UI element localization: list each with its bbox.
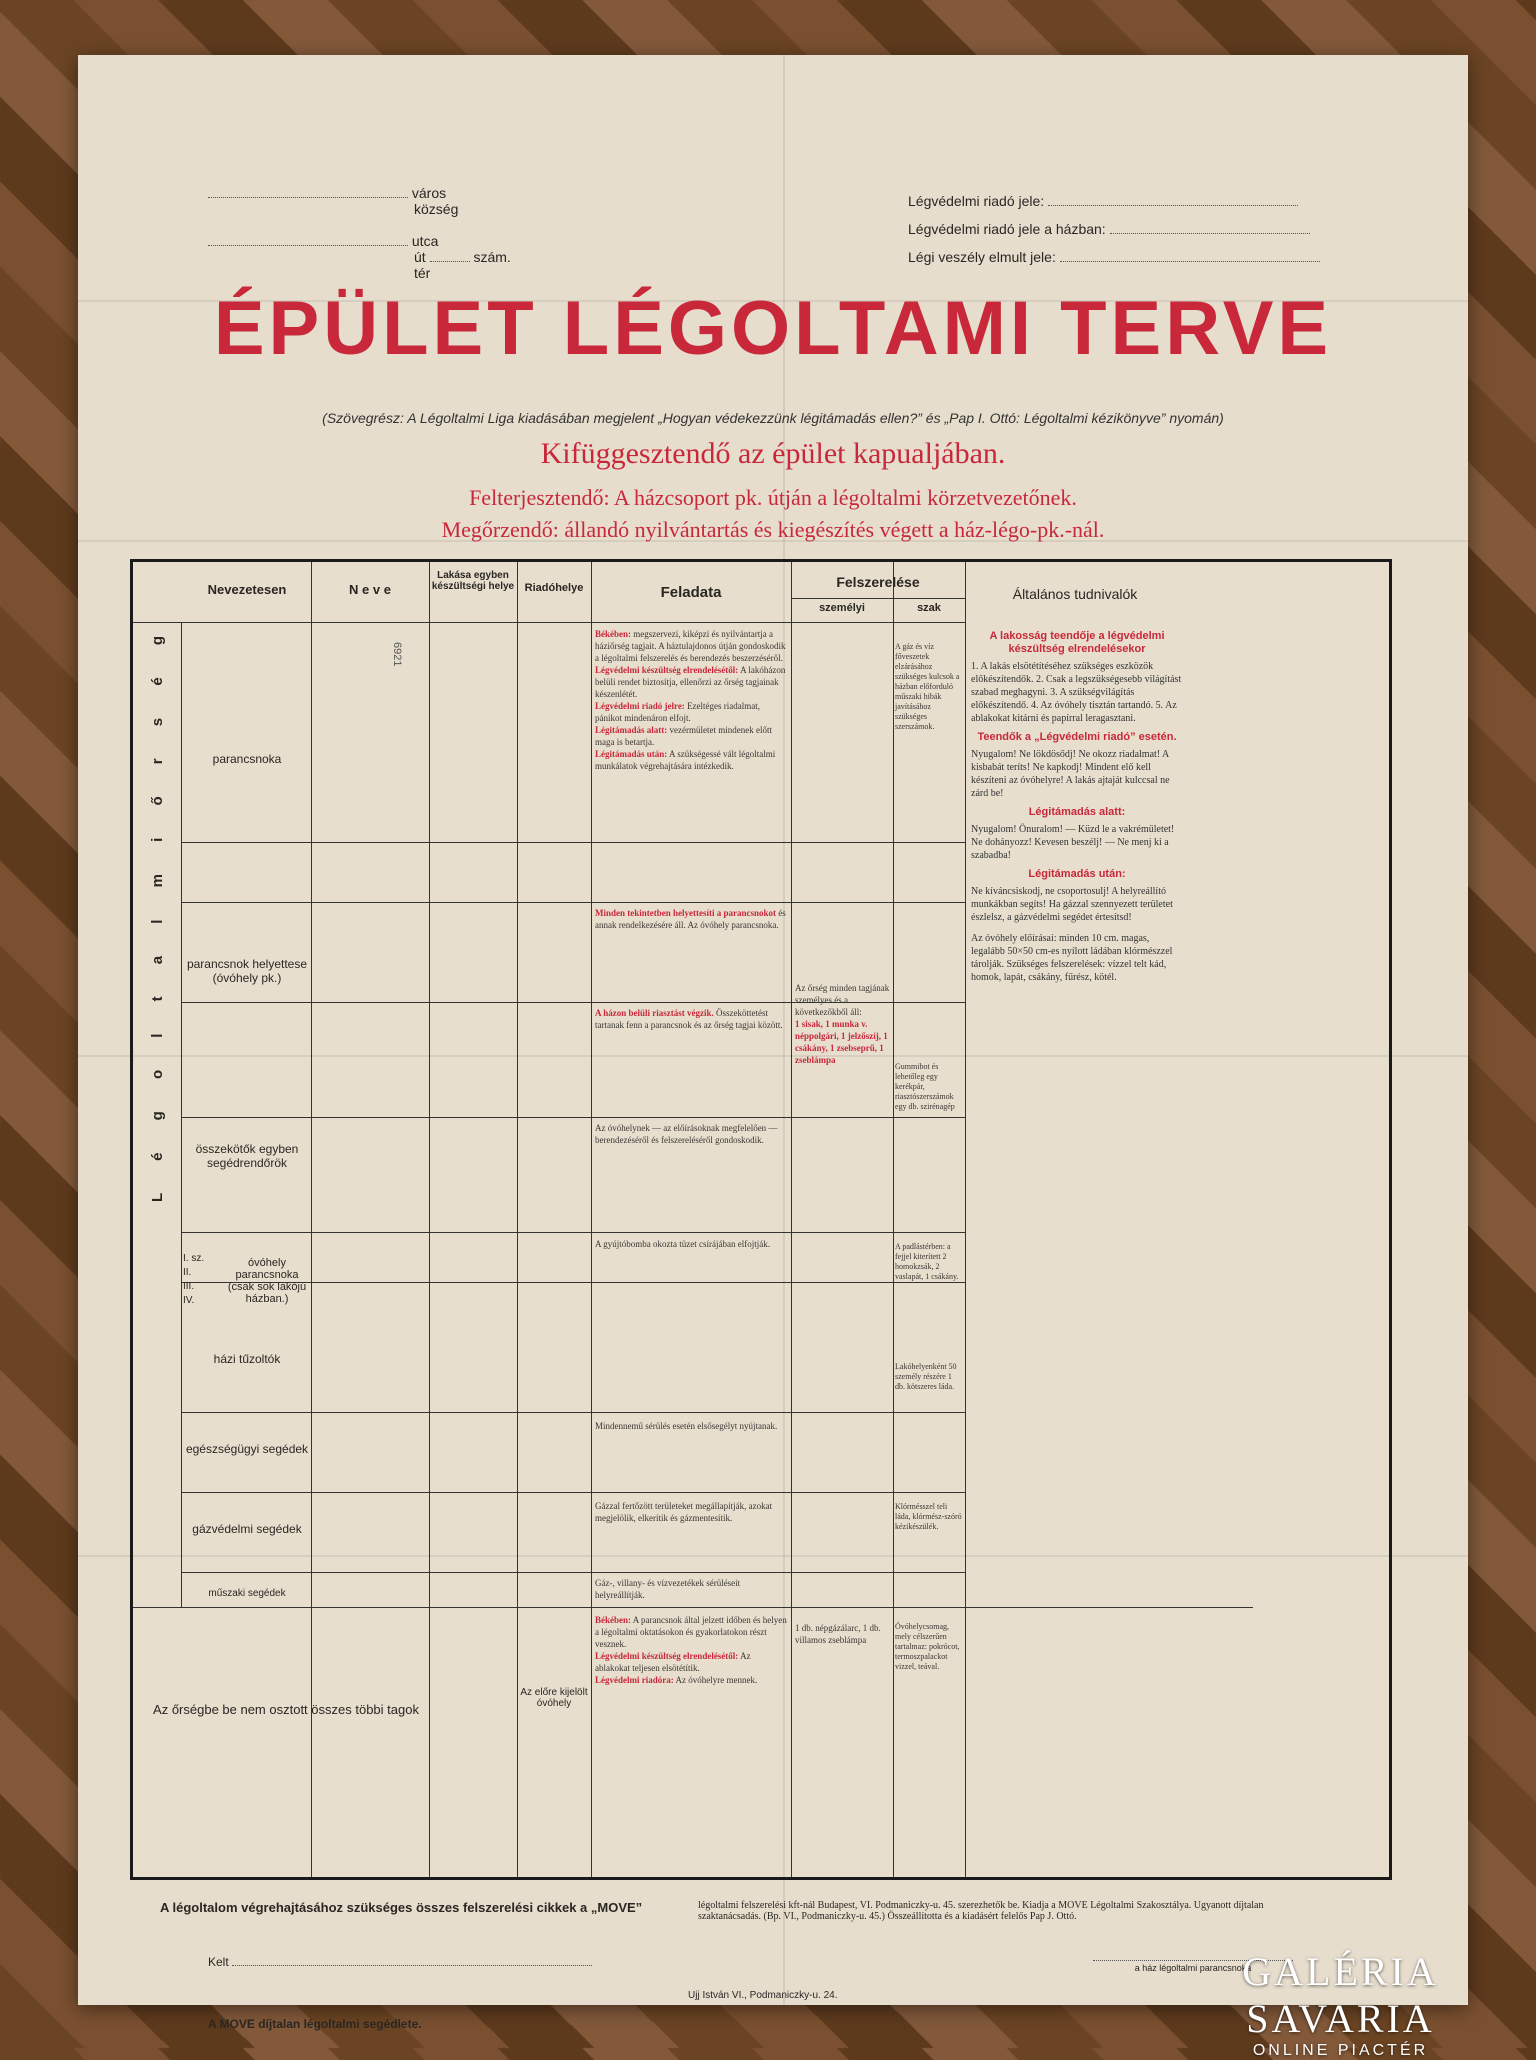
danger-over-field: Légi veszély elmult jele:: [908, 249, 1320, 265]
alarm-signal-house-field: Légvédelmi riadó jele a házban:: [908, 221, 1310, 237]
task-helyettes: Minden tekintetben helyettesíti a parancsnokot és annak rendelkezésére áll. Az óvóhely parancsnoka.: [595, 908, 786, 930]
subtitle-source: (Szövegrész: A Légoltalmi Liga kiadásában megjelent „Hogyan védekezzünk légitámadás ellen?” és „Pap I. Ottó: Légoltalmi kézikönyve” nyomán): [322, 410, 1224, 426]
subtitle-submit: Felterjesztendő: A házcsoport pk. útján a légoltalmi körzetvezetőnek.: [469, 485, 1077, 510]
subtitle-keep: Megőrzendő: állandó nyilvántartás és kiegészítés végett a ház-légo-pk.-nál.: [441, 517, 1105, 542]
stamp-number: 6921: [391, 642, 403, 667]
plan-table: [130, 559, 1392, 1880]
subtitle-display: Kifüggesztendő az épület kapualjában.: [540, 437, 1006, 470]
equip-szak-1: A gáz és víz főveszetek elzárásához szükséges kulcsok a házban előforduló műszaki hibák javításához szükséges szerszámok.: [895, 642, 960, 731]
move-address: légoltalmi felszerelési kft-nál Budapest, VI. Podmaniczky-u. 45. szerezhetők be. Kiadja a MOVE Légoltalmi Szakosztálya. Ugyanott díjtalan szaktanácsadás. (Bp. VI., Podmaniczky-u. 45.) Összeállította és a kiadásért felelős Pap J. Ottó.: [698, 1900, 1264, 1922]
kelt-field: Kelt: [208, 1955, 592, 1969]
role-ovohely: óvóhely parancsnoka (csak sok lakójú házban.): [227, 1257, 307, 1305]
city-field: város község: [208, 185, 458, 217]
poster: [78, 55, 1468, 2031]
task-osszekotok: A házon belüli riasztást végzik. Összeköttetést tartanak fenn a parancsnok és az őrség tagjai között.: [595, 1008, 783, 1030]
equip-szak-4: Lakóhelyenként 50 személy részére 1 db. kötszeres láda.: [895, 1362, 957, 1391]
watermark: GALÉRIA SAVARIA ONLINE PIACTÉR: [1242, 1949, 1439, 2059]
role-helyettes: parancsnok helyettese (óvóhely pk.): [186, 957, 308, 985]
street-field: utca út szám. tér: [208, 233, 511, 281]
equip-szak-5: Klórmésszel teli láda, klórmész-szóró kézikészülék.: [895, 1502, 962, 1531]
col-header-altalanos: Általános tudnivalók: [1012, 586, 1138, 602]
col-header-riadohelye: Riadóhelye: [524, 582, 584, 594]
printer-line: Ujj István VI., Podmaniczky-u. 24.: [688, 1990, 838, 2001]
role-muszaki: műszaki segédek: [208, 1588, 286, 1599]
task-muszaki: Gáz-, villany- és vízvezetékek sérüléseit helyreállítják.: [595, 1578, 741, 1600]
roman-numerals: I. sz. II. III. IV.: [183, 1253, 205, 1306]
equip-szak-6: Óvóhelycsomag, mely célszerűen tartalmaz: pokrócot, termoszpalackot vizzel, teával.: [895, 1622, 960, 1671]
poster-title: ÉPÜLET LÉGOLTAMI TERVE: [213, 286, 1333, 371]
role-elore: Az előre kijelölt óvóhely: [520, 1687, 588, 1709]
alarm-signal-field: Légvédelmi riadó jele:: [908, 193, 1298, 209]
col-header-szak: szak: [917, 602, 941, 614]
general-info: A lakosság teendője a légvédelmi készültség elrendelésekor 1. A lakás elsötétítéséhez szükséges eszközök előkészítendők. 2. Csak a legszükségesebb világítást szabad meghagyni. 3. A szükségvilágítás előkészítendő. 4. Az óvóhely tisztán tartandó. 5. Az ablakokat kitárni és papírral leragasztani. Teendők a „Légvédelmi riadó” esetén. Nyugalom! Ne lökdösődj! Ne okozz riadalmat! A kisbabát teríts! Ne kapkodj! Mindent elő kell készíteni az óvóhelyre! A lakás ajtaját kulccsal ne zárd be! Légitámadás alatt: Nyugalom! Önuralom! — Küzd le a vakrémületet! Ne dohányozz! Kevesen beszélj! — Ne menj ki a szabadba! Légitámadás után: Ne kíváncsiskodj, ne csoportosulj! A helyreállító munkákban segíts! Ha gázzal szennyezett területet észlelsz, a gázvédelmi segédet értesítsd! Az óvóhely előírásai: minden 10 cm. magas, legalább 50×50 cm-es nyílott ládában klórmészzel tárolják. Szükséges felszerelések: vízzel telt kád, homok, lapát, csákány, fűrész, kötél.: [971, 630, 1182, 983]
role-egeszseg: egészségügyi segédek: [185, 1442, 309, 1456]
task-parancsnok: Békében: megszervezi, kiképzi és nyilvántartja a háziőrség tagjait. A háztulajdonos útján gondoskodik a légoltalmi felszerelés és berendezés beszerzéséről. Légvédelmi készültség elrendelésétől: A lakóházon belüli rendet biztosítja, ellenőrzi az őrség tagjainak készenlétét. Légvédelmi riadó jelre: Ezeltéges riadalmat, pánikot mindenáron elfojt. Légitámadás alatt: vezérmületet mindenek előtt maga is betartja. Légitámadás után: A szükségessé vált légoltalmi munkálatok végrehajtására intézkedik.: [595, 629, 786, 771]
equip-szemelyi-2: 1 db. népgázálarc, 1 db. villamos zseblámpa: [795, 1623, 881, 1645]
role-parancsnok: parancsnoka: [212, 752, 282, 766]
equip-szemelyi: Az őrség minden tagjának személyes és a következőkből áll: 1 sisak, 1 munka v. néppolgári, 1 jelzőszíj, 1 csákány, 1 zsebseprű, 1 zseblámpa: [795, 983, 890, 1065]
commander-signature: a ház légoltalmi parancsnoka: [1088, 1950, 1298, 1973]
role-tobbi: Az őrségbe be nem osztott összes többi tagok: [153, 1702, 419, 1717]
col-header-lakasa: Lakása egyben készültségi helye: [431, 570, 515, 592]
role-gazvedelmi: gázvédelmi segédek: [192, 1522, 302, 1536]
col-header-felszerelese: Felszerelése: [836, 574, 920, 590]
task-ovohely: Az óvóhelynek — az előírásoknak megfelelően — berendezéséről és felszereléséről gondoskodik.: [595, 1123, 778, 1145]
move-line: A légoltalom végrehajtásához szükséges összes felszerelési cikkek a „MOVE”: [160, 1900, 643, 1915]
task-tobbi: Békében: A parancsnok által jelzett időben és helyen a légoltalmi oktatásokon és gyakorlatokon részt vesznek. Légvédelmi készültség elrendelésétől: Az ablakokat teljesen elsötétítik. Légvédelmi riadóra: Az óvóhelyre mennek.: [595, 1615, 787, 1685]
role-tuzoltok: házi tűzoltók: [213, 1352, 281, 1366]
equip-szak-2: Gummibot és lehetőleg egy kerékpár, riasztószerszámok egy db. szirénagép: [895, 1062, 955, 1111]
vertical-label: L é g o l t a l m i ő r s é g: [148, 622, 166, 1202]
col-header-neve: N e v e: [349, 582, 391, 597]
task-egeszseg: Mindennemű sérülés esetén elsősegélyt nyújtanak.: [595, 1421, 778, 1431]
role-osszekotok: összekötők egyben segédrendőrök: [195, 1142, 299, 1170]
task-gazvedelmi: Gázzal fertőzött területeket megállapítják, azokat megjelölik, elkerítik és gázmentesítik.: [595, 1501, 773, 1523]
col-header-nevezetesen: Nevezetesen: [207, 582, 287, 597]
equip-szak-3: A padlástérben: a fejjel kiterített 2 homokzsák, 2 vaslapát, 1 csákány.: [895, 1242, 959, 1281]
col-header-feladata: Feladata: [660, 584, 722, 601]
col-header-szemelyi: személyi: [819, 602, 865, 614]
task-tuzoltok: A gyújtóbomba okozta tüzet csírájában elfojtják.: [595, 1239, 770, 1249]
free-aid-line: A MOVE díjtalan légoltalmi segédlete.: [208, 2017, 422, 2031]
